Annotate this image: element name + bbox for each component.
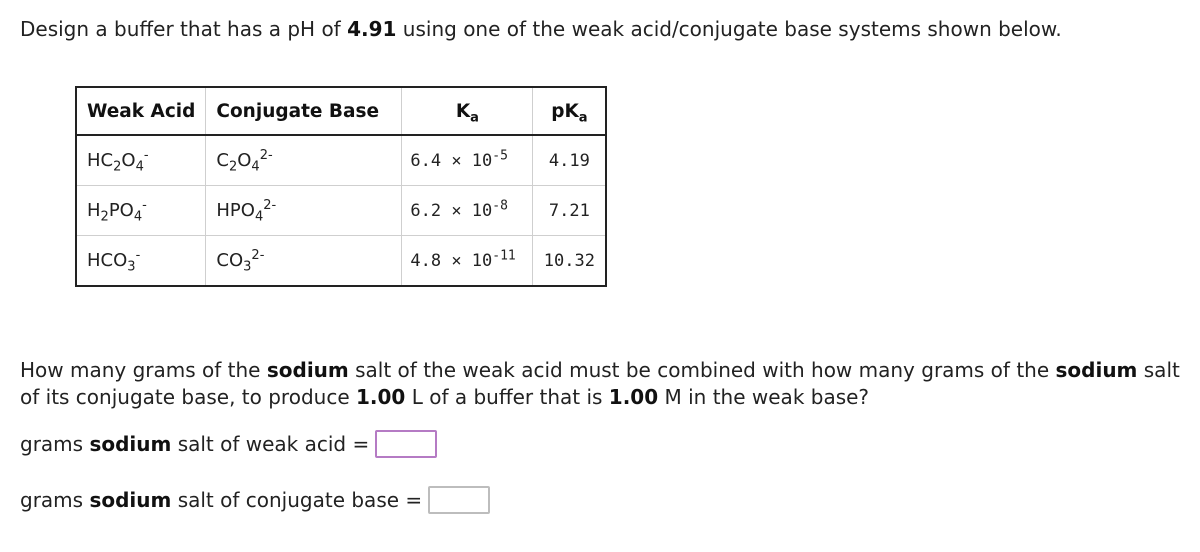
ka-value: $4.8 \times 10^{-11}$ <box>402 236 533 287</box>
table-header-row <box>76 87 606 135</box>
pka-value: 4.19 <box>533 135 607 186</box>
buffer-systems-table <box>75 86 607 287</box>
weak-acid-formula: $HCO_3^-$ <box>76 236 206 287</box>
weak-acid-answer-row <box>20 430 437 458</box>
weak-acid-formula: $HC_2O_4^-$ <box>76 135 206 186</box>
conjugate-base-grams-input[interactable] <box>428 486 490 514</box>
conjugate-base-answer-row <box>20 486 490 514</box>
pka-value: 10.32 <box>533 236 607 287</box>
conjugate-base-formula: $CO_3^{2-}$ <box>206 236 402 287</box>
pka-value: 7.21 <box>533 186 607 236</box>
conjugate-base-answer-label: grams sodium salt of conjugate base = <box>20 488 423 512</box>
ka-value: $6.4 \times 10^{-5}$ <box>402 135 533 186</box>
header-pka: $pK_a$ <box>533 87 607 135</box>
table-row <box>76 186 606 236</box>
conjugate-base-formula: $C_2O_4^{2-}$ <box>206 135 402 186</box>
weak-acid-answer-label: grams sodium salt of weak acid = <box>20 432 370 456</box>
ka-value: $6.2 \times 10^{-8}$ <box>402 186 533 236</box>
table-row <box>76 236 606 287</box>
table-row <box>76 135 606 186</box>
weak-acid-formula: $H_2PO_4^-$ <box>76 186 206 236</box>
header-conjugate-base: Conjugate Base <box>206 87 402 135</box>
target-ph: 4.91 <box>347 17 397 41</box>
conjugate-base-formula: $HPO_4^{2-}$ <box>206 186 402 236</box>
header-weak-acid: Weak Acid <box>76 87 206 135</box>
weak-acid-grams-input[interactable] <box>375 430 437 458</box>
problem-intro <box>20 17 1062 41</box>
question-text: How many grams of the sodium salt of the weak acid must be combined with how many grams of the sodium salt of its conjugate base, to produce 1.00 L of a buffer that is 1.00 M in the weak base? <box>20 358 1180 409</box>
intro-text: Design a buffer that has a pH of <box>20 17 348 41</box>
intro-text-end: using one of the weak acid/conjugate base systems shown below. <box>396 17 1062 41</box>
header-ka: $K_a$ <box>402 87 533 135</box>
